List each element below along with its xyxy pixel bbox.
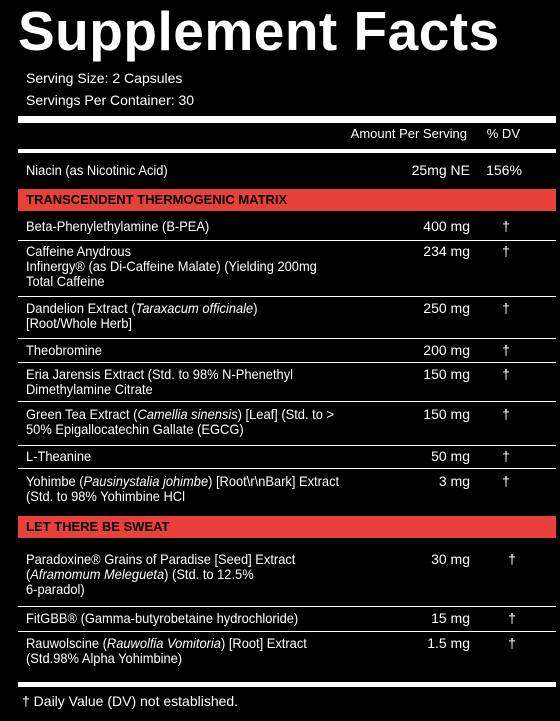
- row-divider: [18, 631, 556, 632]
- ingredient-name: [26, 301, 380, 331]
- ingredient-name-part: ) [Root] Extract (Std.98% Alpha Yohimbine): [26, 635, 307, 666]
- ingredient-dv: †: [508, 635, 516, 651]
- nutrient-name: Niacin (as Nicotinic Acid): [26, 162, 168, 178]
- ingredient-name: [26, 552, 380, 597]
- ingredient-name-part: Theobromine: [26, 342, 102, 358]
- ingredient-name: [26, 367, 380, 397]
- row-divider: [18, 296, 556, 297]
- ingredient-dv: †: [502, 300, 510, 316]
- ingredient-name: [26, 244, 380, 289]
- serving-size: Serving Size: 2 Capsules: [26, 70, 183, 86]
- ingredient-dv: †: [502, 406, 510, 422]
- servings-per-container: Servings Per Container: 30: [26, 92, 195, 108]
- ingredient-name-part: ) [Root\r\nBark] Extract (Std. to 98% Yohimbine HCl: [26, 473, 340, 504]
- ingredient-name: [26, 407, 380, 437]
- section-header-sweat: LET THERE BE SWEAT: [18, 516, 556, 538]
- row-divider: [18, 401, 556, 402]
- thick-divider: [18, 116, 556, 123]
- ingredient-name-part: ) (Std. to 12.5% 6-paradol): [26, 566, 254, 597]
- amount-header: Amount Per Serving: [350, 126, 467, 141]
- ingredient-amount: 150 mg: [423, 366, 470, 382]
- dv-header: % DV: [486, 126, 520, 141]
- ingredient-dv: †: [502, 243, 510, 259]
- nutrient-dv: 156%: [486, 162, 522, 178]
- row-divider: [18, 468, 556, 469]
- ingredient-amount: 400 mg: [423, 218, 470, 234]
- ingredient-name: [26, 474, 380, 504]
- botanical-name: Camellia sinensis: [137, 406, 238, 422]
- ingredient-name-part: Rauwolscine (: [26, 635, 107, 651]
- ingredient-dv: †: [502, 342, 510, 358]
- ingredient-name-part: Dandelion Extract (: [26, 300, 136, 316]
- ingredient-name-part: FitGBB® (Gamma-butyrobetaine hydrochloride): [26, 610, 299, 626]
- botanical-name: Taraxacum officinale: [135, 300, 254, 316]
- footer-divider: [18, 682, 556, 687]
- ingredient-name-part: Caffeine Anydrous Infinergy® (as Di-Caffeine Malate) (Yielding 200mg Total Caffeine: [26, 243, 317, 289]
- ingredient-name-part: Yohimbe (: [26, 473, 84, 489]
- ingredient-amount: 3 mg: [438, 473, 470, 489]
- ingredient-name-part: ) [Root/Whole Herb]: [26, 300, 258, 331]
- row-divider: [18, 606, 556, 607]
- ingredient-amount: 250 mg: [423, 300, 470, 316]
- ingredient-amount: 200 mg: [423, 342, 470, 358]
- botanical-name: Pausinystalia johimbe: [83, 473, 209, 489]
- ingredient-name: [26, 343, 380, 358]
- panel-title: Supplement Facts: [18, 0, 500, 62]
- footnote: † Daily Value (DV) not established.: [22, 693, 239, 709]
- ingredient-dv: †: [502, 366, 510, 382]
- ingredient-dv: †: [502, 448, 510, 464]
- ingredient-name: [26, 219, 380, 234]
- ingredient-amount: 50 mg: [431, 448, 470, 464]
- ingredient-amount: 15 mg: [431, 610, 470, 626]
- ingredient-name-part: Green Tea Extract (: [26, 406, 138, 422]
- ingredient-name-part: ) [Leaf] (Std. to > 50% Epigallocatechin Gallate (EGCG): [26, 406, 334, 437]
- nutrient-amount: 25mg NE: [411, 162, 470, 178]
- ingredient-amount: 150 mg: [423, 406, 470, 422]
- header-divider: [18, 149, 556, 153]
- ingredient-name-part: L-Theanine: [26, 448, 92, 464]
- ingredient-name-part: Paradoxine® Grains of Paradise [Seed] Extract (: [26, 551, 296, 582]
- row-divider: [18, 362, 556, 363]
- ingredient-name: [26, 636, 380, 666]
- ingredient-name: [26, 611, 380, 626]
- ingredient-dv: †: [508, 610, 516, 626]
- ingredient-amount: 1.5 mg: [427, 635, 470, 651]
- ingredient-name-part: Beta-Phenylethylamine (B-PEA): [26, 218, 210, 234]
- ingredient-amount: 234 mg: [423, 243, 470, 259]
- section-header-thermogenic: TRANSCENDENT THERMOGENIC MATRIX: [18, 189, 556, 211]
- ingredient-dv: †: [502, 473, 510, 489]
- botanical-name: Aframomum Melegueta: [30, 566, 165, 582]
- row-divider: [18, 240, 556, 241]
- botanical-name: Rauwolfia Vomitoria: [106, 635, 221, 651]
- ingredient-dv: †: [502, 218, 510, 234]
- row-divider: [18, 338, 556, 339]
- ingredient-dv: †: [508, 551, 516, 567]
- ingredient-name: [26, 449, 380, 464]
- row-divider: [18, 445, 556, 446]
- ingredient-name-part: Eria Jarensis Extract (Std. to 98% N-Phenethyl Dimethylamine Citrate: [26, 366, 294, 397]
- ingredient-amount: 30 mg: [431, 551, 470, 567]
